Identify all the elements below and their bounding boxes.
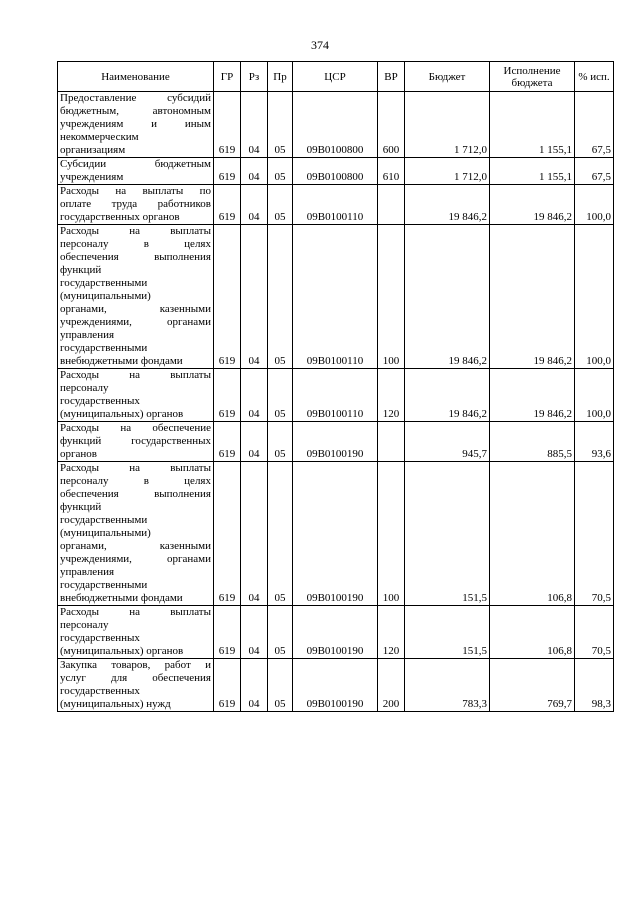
cell-execution: 885,5 (490, 422, 575, 462)
cell-budget: 151,5 (405, 462, 490, 606)
cell-vr: 120 (378, 606, 405, 659)
table-row (58, 158, 614, 185)
cell-name-line: Субсидии бюджетным (60, 158, 211, 170)
cell-name (58, 158, 214, 185)
cell-rz: 04 (241, 422, 268, 462)
cell-name (58, 369, 214, 422)
cell-name (58, 659, 214, 712)
cell-pr: 05 (268, 422, 293, 462)
cell-name (58, 92, 214, 158)
cell-name (58, 185, 214, 225)
cell-name-line: функций государственных (60, 435, 211, 447)
cell-gr: 619 (214, 462, 241, 606)
cell-vr (378, 185, 405, 225)
cell-gr: 619 (214, 659, 241, 712)
cell-name (58, 225, 214, 369)
cell-gr: 619 (214, 185, 241, 225)
cell-vr: 200 (378, 659, 405, 712)
header-name: Наименование (58, 62, 214, 92)
cell-name-line: управления (60, 566, 115, 578)
cell-name-line: государственными (60, 579, 148, 591)
cell-execution: 106,8 (490, 462, 575, 606)
header-csr: ЦСР (293, 62, 378, 92)
header-rz: Рз (241, 62, 268, 92)
cell-vr: 610 (378, 158, 405, 185)
cell-csr: 09В0100110 (293, 369, 378, 422)
cell-rz: 04 (241, 659, 268, 712)
cell-execution: 19 846,2 (490, 185, 575, 225)
cell-execution: 106,8 (490, 606, 575, 659)
header-percent: % исп. (575, 62, 614, 92)
cell-name-line: внебюджетными фондами (60, 592, 183, 604)
cell-name-line: персоналу (60, 619, 109, 631)
cell-name-line: обеспечения выполнения (60, 251, 211, 263)
cell-name-line: учреждениям (60, 171, 124, 183)
cell-percent: 70,5 (575, 462, 614, 606)
cell-name-line: государственных (60, 632, 140, 644)
table-row (58, 659, 614, 712)
cell-name-line: государственных (60, 685, 140, 697)
cell-name-line: услуг для обеспечения (60, 672, 211, 684)
cell-budget: 783,3 (405, 659, 490, 712)
cell-name (58, 422, 214, 462)
header-row (58, 62, 614, 92)
cell-name-line: органов (60, 448, 97, 460)
cell-name-line: государственными (60, 514, 148, 526)
cell-pr: 05 (268, 92, 293, 158)
table-row (58, 369, 614, 422)
cell-csr: 09В0100190 (293, 462, 378, 606)
cell-percent: 67,5 (575, 158, 614, 185)
table-row (58, 225, 614, 369)
cell-name-line: государственными (60, 277, 148, 289)
cell-budget: 19 846,2 (405, 225, 490, 369)
cell-vr: 100 (378, 462, 405, 606)
cell-vr: 100 (378, 225, 405, 369)
table-body (58, 92, 614, 712)
cell-pr: 05 (268, 462, 293, 606)
cell-name-line: функций (60, 264, 102, 276)
cell-rz: 04 (241, 158, 268, 185)
cell-budget: 19 846,2 (405, 369, 490, 422)
cell-name-line: персоналу в целях (60, 475, 211, 487)
cell-gr: 619 (214, 422, 241, 462)
header-gr: ГР (214, 62, 241, 92)
header-budget: Бюджет (405, 62, 490, 92)
cell-name-line: Предоставление субсидий (60, 92, 211, 104)
cell-rz: 04 (241, 369, 268, 422)
cell-rz: 04 (241, 92, 268, 158)
cell-pr: 05 (268, 606, 293, 659)
cell-csr: 09В0100110 (293, 185, 378, 225)
cell-name-line: учреждениям и иным (60, 118, 211, 130)
cell-name-line: государственными (60, 342, 148, 354)
header-execution: Исполнение бюджета (490, 62, 575, 92)
cell-name-line: управления (60, 329, 115, 341)
cell-execution: 769,7 (490, 659, 575, 712)
cell-name (58, 606, 214, 659)
cell-name-line: Расходы на выплаты по (60, 185, 211, 197)
cell-rz: 04 (241, 225, 268, 369)
cell-percent: 100,0 (575, 225, 614, 369)
cell-csr: 09В0100110 (293, 225, 378, 369)
cell-gr: 619 (214, 369, 241, 422)
header-pr: Пр (268, 62, 293, 92)
header-vr: ВР (378, 62, 405, 92)
cell-percent: 100,0 (575, 369, 614, 422)
cell-name-line: бюджетным, автономным (60, 105, 211, 117)
cell-gr: 619 (214, 92, 241, 158)
cell-budget: 945,7 (405, 422, 490, 462)
cell-budget: 1 712,0 (405, 158, 490, 185)
cell-percent: 67,5 (575, 92, 614, 158)
cell-csr: 09В0100800 (293, 158, 378, 185)
cell-name-line: государственных органов (60, 211, 180, 223)
cell-name-line: Закупка товаров, работ и (60, 659, 211, 671)
page-number: 374 (311, 38, 329, 52)
cell-name-line: функций (60, 501, 102, 513)
cell-percent: 100,0 (575, 185, 614, 225)
cell-name-line: оплате труда работников (60, 198, 211, 210)
cell-pr: 05 (268, 185, 293, 225)
cell-budget: 1 712,0 (405, 92, 490, 158)
cell-execution: 1 155,1 (490, 92, 575, 158)
cell-csr: 09В0100190 (293, 422, 378, 462)
cell-name-line: государственных (60, 395, 140, 407)
cell-csr: 09В0100190 (293, 606, 378, 659)
cell-name-line: (муниципальными) (60, 527, 151, 539)
cell-name-line: учреждениями, органами (60, 553, 211, 565)
cell-name-line: персоналу в целях (60, 238, 211, 250)
cell-name-line: Расходы на обеспечение (60, 422, 211, 434)
table-row (58, 185, 614, 225)
cell-percent: 70,5 (575, 606, 614, 659)
cell-name-line: Расходы на выплаты (60, 369, 211, 381)
cell-budget: 19 846,2 (405, 185, 490, 225)
cell-percent: 93,6 (575, 422, 614, 462)
cell-name-line: Расходы на выплаты (60, 606, 211, 618)
cell-csr: 09В0100190 (293, 659, 378, 712)
cell-percent: 98,3 (575, 659, 614, 712)
cell-pr: 05 (268, 369, 293, 422)
cell-name-line: некоммерческим (60, 131, 139, 143)
cell-name-line: внебюджетными фондами (60, 355, 183, 367)
cell-budget: 151,5 (405, 606, 490, 659)
cell-csr: 09В0100800 (293, 92, 378, 158)
cell-execution: 19 846,2 (490, 225, 575, 369)
cell-name-line: обеспечения выполнения (60, 488, 211, 500)
cell-rz: 04 (241, 606, 268, 659)
budget-table (57, 61, 614, 712)
cell-vr (378, 422, 405, 462)
cell-vr: 600 (378, 92, 405, 158)
table-row (58, 92, 614, 158)
cell-execution: 1 155,1 (490, 158, 575, 185)
cell-pr: 05 (268, 659, 293, 712)
cell-rz: 04 (241, 185, 268, 225)
cell-name-line: Расходы на выплаты (60, 462, 211, 474)
table-row (58, 462, 614, 606)
cell-name-line: организациям (60, 144, 126, 156)
cell-name-line: (муниципальных) органов (60, 408, 184, 420)
cell-pr: 05 (268, 225, 293, 369)
cell-name-line: (муниципальных) нужд (60, 698, 171, 710)
cell-name-line: органами, казенными (60, 540, 211, 552)
cell-gr: 619 (214, 158, 241, 185)
cell-name-line: органами, казенными (60, 303, 211, 315)
cell-execution: 19 846,2 (490, 369, 575, 422)
cell-name-line: учреждениями, органами (60, 316, 211, 328)
cell-gr: 619 (214, 225, 241, 369)
cell-name-line: Расходы на выплаты (60, 225, 211, 237)
table-row (58, 606, 614, 659)
cell-vr: 120 (378, 369, 405, 422)
table-row (58, 422, 614, 462)
cell-name (58, 462, 214, 606)
cell-name-line: (муниципальными) (60, 290, 151, 302)
cell-pr: 05 (268, 158, 293, 185)
cell-gr: 619 (214, 606, 241, 659)
cell-name-line: (муниципальных) органов (60, 645, 184, 657)
cell-rz: 04 (241, 462, 268, 606)
cell-name-line: персоналу (60, 382, 109, 394)
